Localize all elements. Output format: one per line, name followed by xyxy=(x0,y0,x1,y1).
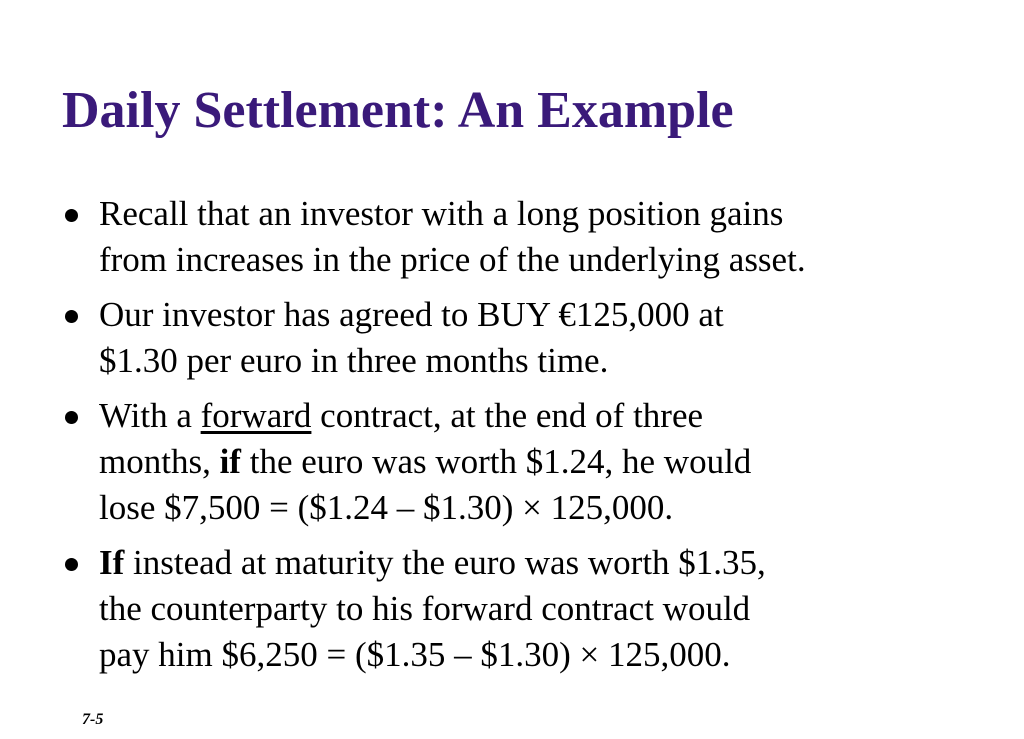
slide-title: Daily Settlement: An Example xyxy=(62,82,734,139)
bullet-text-line xyxy=(99,439,1000,485)
bullet-dot-icon xyxy=(65,558,78,571)
bullet-text-line: $1.30 per euro in three months time. xyxy=(99,341,609,380)
bullet-text-line xyxy=(99,393,1000,439)
bullet-dot-icon xyxy=(65,209,78,222)
bullet-text-segment: instead at maturity the euro was worth $1.35, xyxy=(124,543,766,582)
bullet-text-line xyxy=(99,540,1000,586)
bullet-text-line: Our investor has agreed to BUY €125,000 at xyxy=(99,295,724,334)
underlined-term: forward xyxy=(200,396,312,435)
bullet-text-line: the counterparty to his forward contract would xyxy=(99,589,751,628)
bullet-text-segment: months, xyxy=(99,442,220,481)
bold-term: If xyxy=(99,543,125,582)
bullet-item-buy-agreement xyxy=(60,292,1000,384)
bullet-text-line: lose $7,500 = ($1.24 – $1.30) × 125,000. xyxy=(99,488,674,527)
bullet-item-forward-loss xyxy=(60,393,1000,531)
bullet-text-line: from increases in the price of the underlying asset. xyxy=(99,240,806,279)
bullet-list xyxy=(60,191,1000,687)
bullet-text-line: Recall that an investor with a long position gains xyxy=(99,194,784,233)
bullet-item-counterparty-pays xyxy=(60,540,1000,678)
bullet-item-long-position xyxy=(60,191,1000,283)
bullet-dot-icon xyxy=(65,310,78,323)
bullet-text-line: pay him $6,250 = ($1.35 – $1.30) × 125,000. xyxy=(99,635,731,674)
bold-term: if xyxy=(219,442,241,481)
slide-number: 7-5 xyxy=(82,711,104,728)
bullet-text-segment: With a xyxy=(99,396,201,435)
bullet-text-segment: contract, at the end of three xyxy=(311,396,704,435)
bullet-text-segment: the euro was worth $1.24, he would xyxy=(240,442,752,481)
bullet-dot-icon xyxy=(65,411,78,424)
